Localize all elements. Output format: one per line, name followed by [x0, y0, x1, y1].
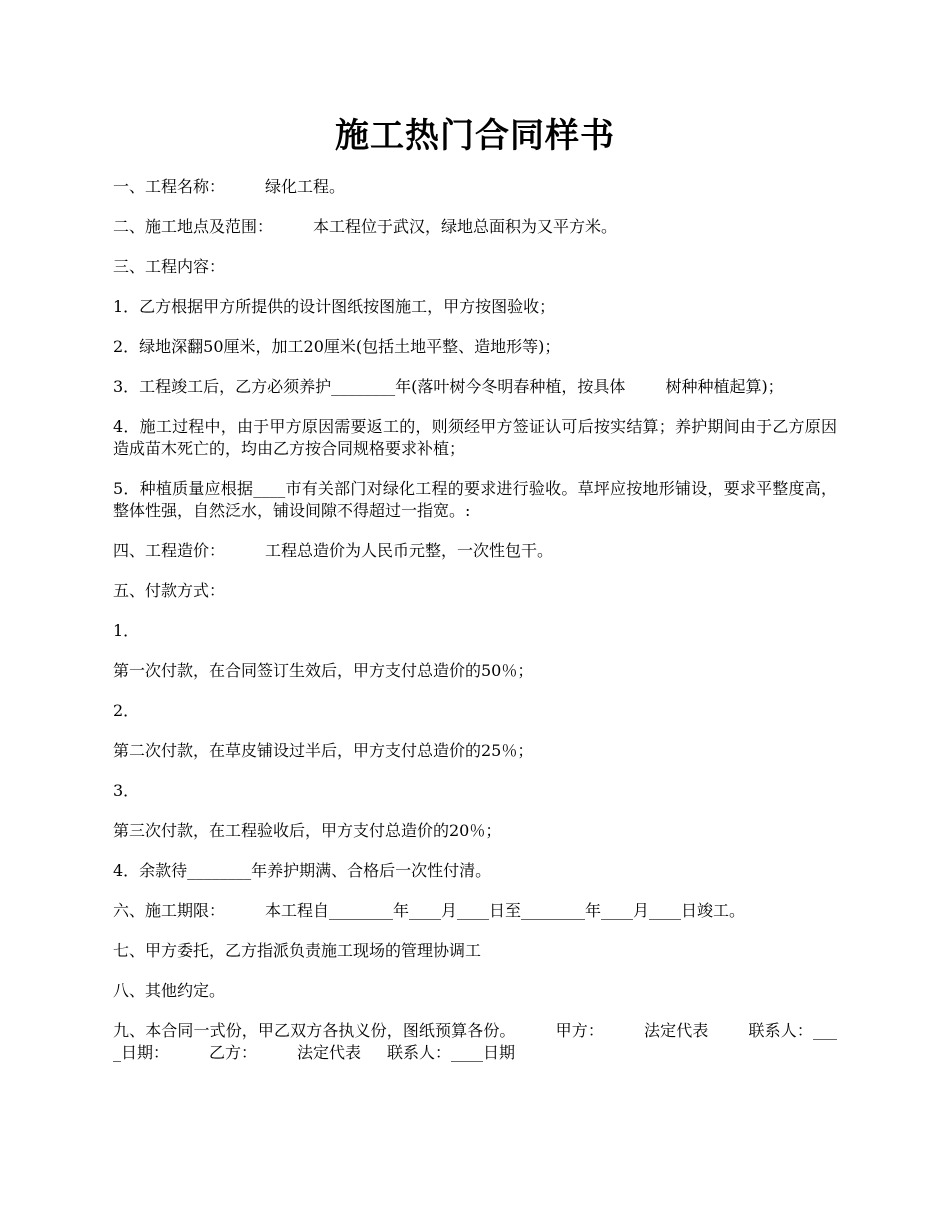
payment-first: 第一次付款，在合同签订生效后，甲方支付总造价的50％； [113, 661, 534, 680]
clause-project-name [113, 176, 837, 198]
payment-second: 第二次付款，在草皮铺设过半后，甲方支付总造价的25％； [113, 741, 534, 760]
clause-label: 六、施工期限： [113, 901, 226, 920]
clause-text: 本工程自________年____月____日至________年____月____日竣工。 [265, 901, 746, 920]
clause-project-cost [113, 540, 837, 562]
payment-number-1: 1． [113, 621, 140, 640]
payment-number-2: 2． [113, 701, 140, 720]
clause-text: 工程总造价为人民币元整，一次性包干。 [265, 541, 554, 560]
clause-label: 三、工程内容： [113, 257, 226, 276]
clause-entrustment: 七、甲方委托，乙方指派负责施工现场的管理协调工 [113, 941, 482, 960]
content-item-5: 5．种植质量应根据____市有关部门对绿化工程的要求进行验收。草坪应按地形铺设，要求平整度高，整体性强，自然泛水，铺设间隙不得超过一指宽。: [113, 479, 837, 520]
document-page [113, 112, 837, 1082]
legal-rep-a: 法定代表 [643, 1021, 709, 1040]
party-a-label: 甲方： [555, 1021, 604, 1040]
clause-label: 四、工程造价： [113, 541, 226, 560]
contact-date-b: 联系人：____日期 [387, 1043, 516, 1062]
clause-copies-signatures: 九、本合同一式份，甲乙双方各执义份，图纸预算各份。 甲方： 法定代表 联系人：____日期： 乙方： 法定代表 联系人：____日期 [113, 1021, 837, 1062]
contact-date-a: 联系人：____日期： [113, 1021, 837, 1062]
payment-balance: 4．余款待________年养护期满、合格后一次性付清。 [113, 861, 492, 880]
clause-text: 绿化工程。 [265, 177, 346, 196]
clause-construction-period [113, 900, 837, 922]
clause-work-content [113, 256, 837, 278]
content-item-3: 3．工程竣工后，乙方必须养护________年(落叶树今冬明春种植，按具体 树种种植起算)； [113, 377, 784, 396]
document-title: 施工热门合同样书 [335, 116, 615, 156]
payment-number-3: 3． [113, 781, 140, 800]
legal-rep-b: 法定代表 [297, 1043, 362, 1062]
content-item-2: 2．绿地深翻50厘米，加工20厘米(包括土地平整、造地形等)； [113, 337, 561, 356]
clause-payment-method [113, 580, 837, 602]
clause-label: 五、付款方式： [113, 581, 226, 600]
clause-other-agreements: 八、其他约定。 [113, 981, 226, 1000]
content-item-4: 4．施工过程中，由于甲方原因需要返工的，则须经甲方签证认可后按实结算；养护期间由于乙方原因造成苗木死亡的，均由乙方按合同规格要求补植； [113, 417, 837, 458]
content-item-1: 1．乙方根据甲方所提供的设计图纸按图施工，甲方按图验收； [113, 297, 556, 316]
clause-location-scope [113, 216, 837, 238]
payment-third: 第三次付款，在工程验收后，甲方支付总造价的20％； [113, 821, 502, 840]
party-b-label: 乙方： [209, 1043, 258, 1062]
clause-text: 本工程位于武汉，绿地总面积为又平方米。 [313, 217, 618, 236]
clause-label: 一、工程名称： [113, 177, 226, 196]
clause-label: 二、施工地点及范围： [113, 217, 274, 236]
